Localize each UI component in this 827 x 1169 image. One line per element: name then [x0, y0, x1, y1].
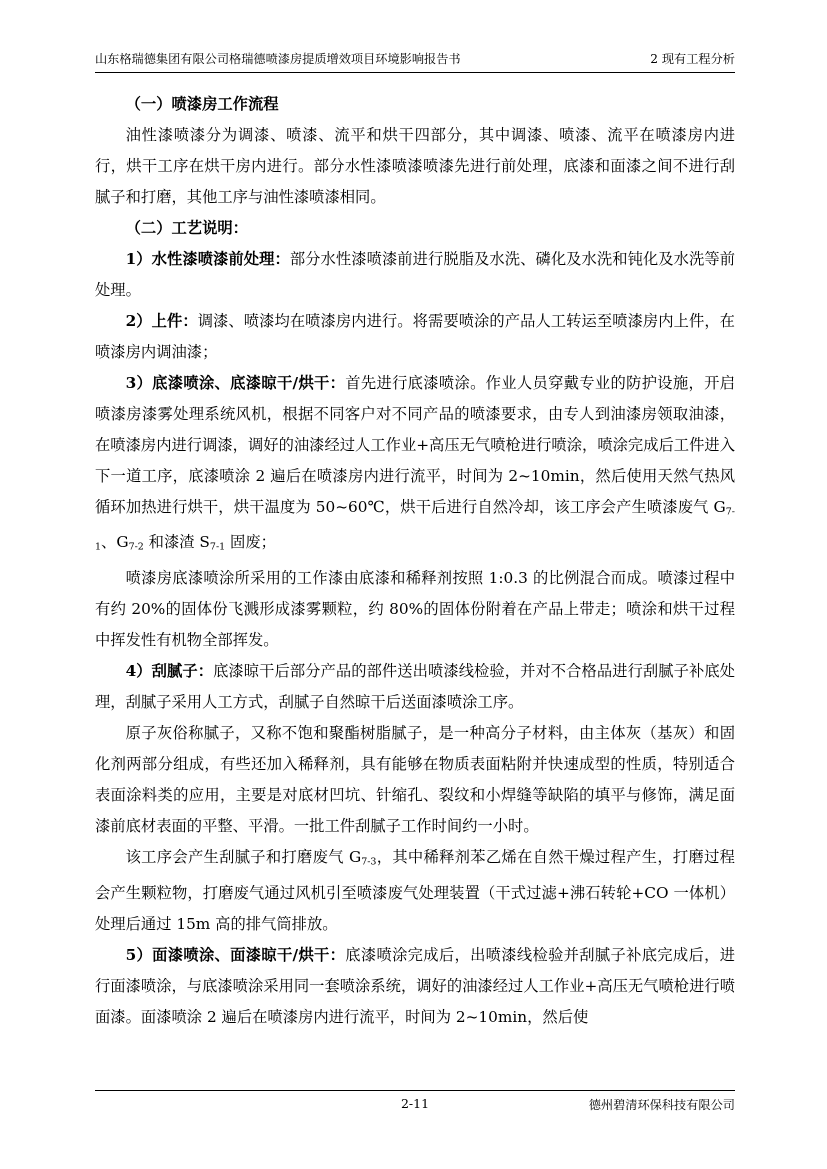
footer-divider: [95, 1090, 735, 1091]
paragraph-text: [95, 718, 735, 842]
paragraph-lead: （二）工艺说明：: [125, 218, 248, 237]
paragraph-heading-1: [95, 89, 735, 120]
paragraph-lead: 5）面漆喷涂、面漆晾干/烘干：: [125, 945, 346, 964]
paragraph-heading-2: [95, 213, 735, 244]
paragraph-item-1: [95, 244, 735, 306]
paragraph-item-4: [95, 656, 735, 718]
paragraph-lead: 2）上件：: [125, 311, 198, 330]
header-divider: [95, 72, 735, 73]
paragraph-body: 原子灰俗称腻子，又称不饱和聚酯树脂腻子，是一种高分子材料，由主体灰（基灰）和固化剂两部分组成，有些还加入稀释剂，具有能够在物质表面粘附并快速成型的性质，特别适合表面涂料类的应用，主要是对底材凹坑、针缩孔、裂纹和小焊缝等缺陷的填平与修饰，满足面漆前底材表面的平整、平滑。一批工件刮腻子工作时间约一小时。: [95, 723, 735, 835]
paragraph-lead: （一）喷漆房工作流程: [125, 94, 279, 113]
paragraph-body: 喷漆房底漆喷涂所采用的工作漆由底漆和稀释剂按照 1:0.3 的比例混合而成。喷漆过程中有约 20%的固体份飞溅形成漆雾颗粒，约 80%的固体份附着在产品上带走；喷涂和烘干过程中挥发性有机物全部挥发。: [95, 568, 735, 649]
paragraph-item-2: [95, 306, 735, 368]
paragraph-text: [95, 120, 735, 213]
paragraph-lead: 4）刮腻子：: [125, 661, 214, 680]
page-number: 2-11: [400, 1096, 430, 1111]
paragraph-text: [95, 563, 735, 656]
paragraph-body: 调漆、喷漆均在喷漆房内进行。将需要喷涂的产品人工转运至喷漆房内上件，在喷漆房内调油漆；: [95, 311, 735, 361]
header-title-right: 2 现有工程分析: [650, 52, 735, 66]
paragraph-body: 部分水性漆喷漆前进行脱脂及水洗、磷化及水洗和钝化及水洗等前处理。: [95, 249, 735, 299]
paragraph-lead: 1）水性漆喷漆前处理：: [125, 249, 290, 268]
paragraph-text: 该工序会产生刮腻子和打磨废气 $G_{7-3}$，其中稀释剂苯乙烯在自然干燥过程产生，打磨过程会产生颗粒物，打磨废气通过风机引至喷漆废气处理装置（干式过滤+沸石转轮+CO 一体机）处理后通过 15m 高的排气筒排放。: [95, 847, 735, 933]
paragraph-body: 油性漆喷漆分为调漆、喷漆、流平和烘干四部分，其中调漆、喷漆、流平在喷漆房内进行，烘干工序在烘干房内进行。部分水性漆喷漆喷漆先进行前处理，底漆和面漆之间不进行刮腻子和打磨，其他工序与油性漆喷漆相同。: [95, 125, 735, 206]
page-footer: [95, 1096, 735, 1113]
paragraph-item-3: 3）底漆喷涂、底漆晾干/烘干：首先进行底漆喷涂。作业人员穿戴专业的防护设施，开启喷漆房漆雾处理系统风机，根据不同客户对不同产品的喷漆要求，由专人到油漆房领取油漆，在喷漆房内进行调漆，调好的油漆经过人工作业+高压无气喷枪进行喷涂，喷涂完成后工件进入下一道工序，底漆喷涂 2 遍后在喷漆房内进行流平，时间为 2~10min，然后使用天然气热风循环加热进行烘干，烘干温度为 50~60℃，烘干后进行自然冷却，该工序会产生喷漆废气 $G_{7-1}$、$G_{7-2}$ 和漆渣 $S_{7-1}$ 固废；: [95, 373, 735, 553]
page-content: [95, 52, 735, 1033]
page-header: [95, 52, 735, 72]
document-body: [95, 89, 735, 1033]
paragraph-lead: 3）底漆喷涂、底漆晾干/烘干：: [125, 373, 346, 392]
paragraph-body: 底漆喷涂完成后，出喷漆线检验并刮腻子补底完成后，进行面漆喷涂，与底漆喷涂采用同一套喷涂系统，调好的油漆经过人工作业+高压无气喷枪进行喷面漆。面漆喷涂 2 遍后在喷漆房内进行流平，时间为 2~10min，然后使: [95, 945, 735, 1026]
paragraph-body: 底漆晾干后部分产品的部件送出喷漆线检验，并对不合格品进行刮腻子补底处理，刮腻子采用人工方式，刮腻子自然晾干后送面漆喷涂工序。: [95, 661, 735, 711]
footer-company: 德州碧清环保科技有限公司: [588, 1098, 735, 1112]
paragraph-item-5: [95, 940, 735, 1033]
header-title-left: 山东格瑞德集团有限公司格瑞德喷漆房提质增效项目环境影响报告书: [95, 52, 461, 66]
